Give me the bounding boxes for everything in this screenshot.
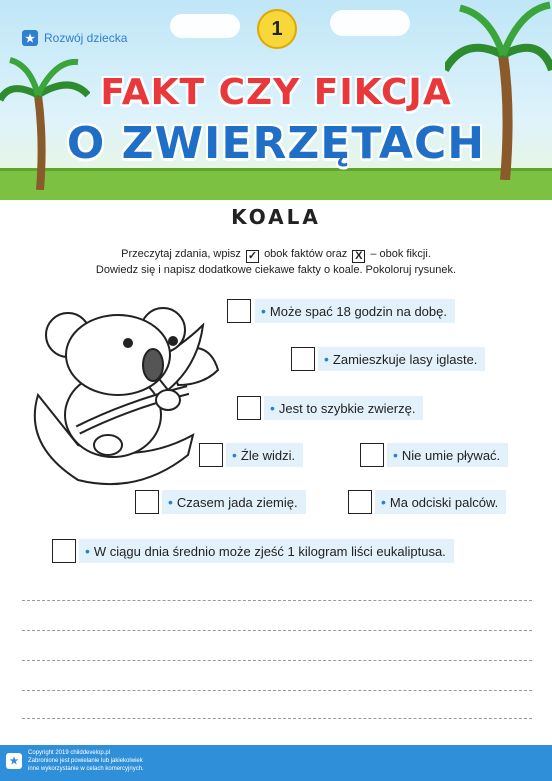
- page-number-badge: 1: [257, 9, 297, 49]
- fact-statement: [255, 299, 455, 323]
- brand-name: Rozwój dziecka: [44, 31, 128, 45]
- writing-line[interactable]: [22, 600, 532, 601]
- cloud: [170, 14, 240, 38]
- answer-box[interactable]: [360, 443, 384, 467]
- koala-illustration: [18, 295, 223, 495]
- fact-statement: [387, 443, 508, 467]
- bullet-icon: •: [168, 494, 173, 510]
- check-mark-icon: ✓: [247, 250, 258, 262]
- instructions-line-2: Dowiedz się i napisz dodatkowe ciekawe fakty o koale. Pokoloruj rysunek.: [95, 264, 457, 276]
- footer-copyright: [28, 749, 144, 773]
- legal-note: inne wykorzystanie w celach komercyjnych.: [28, 766, 144, 772]
- bullet-icon: •: [232, 447, 237, 463]
- fact-statement: [318, 347, 485, 371]
- answer-box[interactable]: [291, 347, 315, 371]
- writing-line[interactable]: [22, 660, 532, 661]
- fact-text: Źle widzi.: [240, 447, 296, 463]
- fact-statement: [162, 490, 306, 514]
- answer-box[interactable]: [135, 490, 159, 514]
- title-line-2: O ZWIERZĘTACH: [66, 118, 486, 169]
- copyright-line: Copyright 2019 childdevelop.pl: [28, 750, 111, 756]
- footer-bar: [0, 745, 552, 781]
- cloud: [330, 10, 410, 36]
- writing-line[interactable]: [22, 718, 532, 719]
- fact-text: W ciągu dnia średnio może zjeść 1 kilogram liści eukaliptusa.: [93, 543, 446, 559]
- x-mark-icon: X: [352, 250, 365, 263]
- fact-statement: [79, 539, 454, 563]
- writing-line[interactable]: [22, 630, 532, 631]
- instructions-text: Przeczytaj zdania, wpisz: [121, 248, 241, 260]
- bullet-icon: •: [393, 447, 398, 463]
- fact-statement: [264, 396, 423, 420]
- brand-logo[interactable]: [22, 30, 127, 46]
- instructions-line-1: [0, 248, 552, 263]
- fact-statement: [375, 490, 506, 514]
- fact-text: Ma odciski palców.: [389, 494, 499, 510]
- fact-text: Czasem jada ziemię.: [176, 494, 298, 510]
- answer-box[interactable]: [199, 443, 223, 467]
- bullet-icon: •: [324, 351, 329, 367]
- fact-text: Nie umie pływać.: [401, 447, 501, 463]
- fact-text: Jest to szybkie zwierzę.: [278, 400, 416, 416]
- legal-note: Zabronione jest powielanie lub jakiekolwiek: [28, 758, 143, 764]
- answer-box[interactable]: [237, 396, 261, 420]
- fact-text: Zamieszkuje lasy iglaste.: [332, 351, 478, 367]
- fact-text: Może spać 18 godzin na dobę.: [269, 303, 447, 319]
- bullet-icon: •: [261, 303, 266, 319]
- title-line-1: FAKT CZY FIKCJA: [100, 72, 452, 113]
- answer-box[interactable]: [348, 490, 372, 514]
- bullet-icon: •: [85, 543, 90, 559]
- answer-box[interactable]: [52, 539, 76, 563]
- subject-heading: KOALA: [231, 205, 321, 229]
- fact-statement: [226, 443, 303, 467]
- answer-box[interactable]: [227, 299, 251, 323]
- bullet-icon: •: [381, 494, 386, 510]
- instructions-text: – obok fikcji.: [370, 248, 431, 260]
- writing-line[interactable]: [22, 690, 532, 691]
- bullet-icon: •: [270, 400, 275, 416]
- header-banner: [0, 0, 552, 200]
- footer-logo-icon: ★: [6, 753, 22, 769]
- instructions-text: obok faktów oraz: [264, 248, 348, 260]
- brand-logo-icon: ★: [22, 30, 38, 46]
